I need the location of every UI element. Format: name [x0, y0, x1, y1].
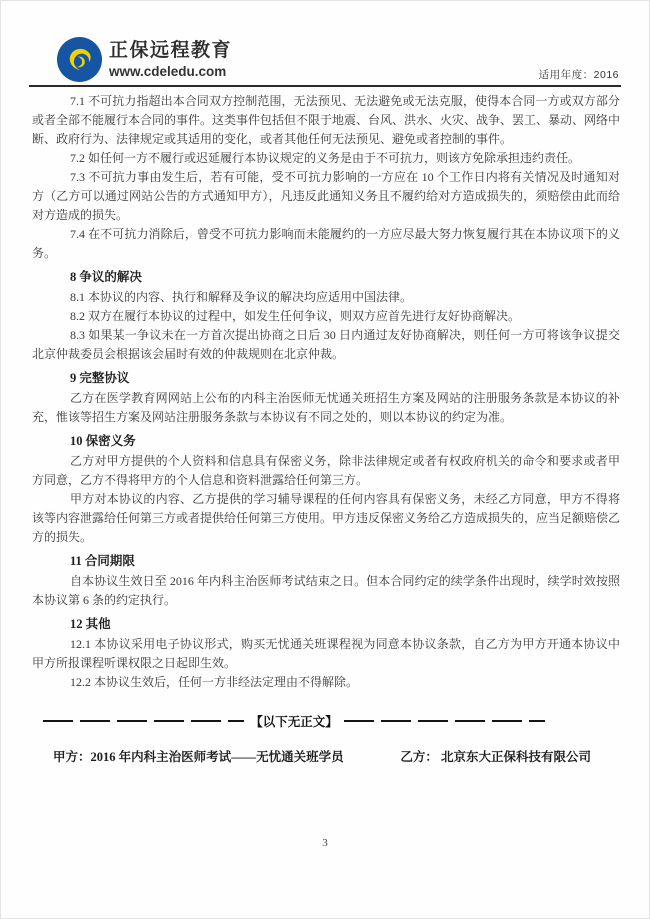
- clause-paragraph: 8.2 双方在履行本协议的过程中，如发生任何争议，则双方应首先进行友好协商解决。: [70, 309, 521, 323]
- page-number: 3: [322, 837, 328, 849]
- brand-name: 正保远程教育: [109, 40, 233, 61]
- section-heading-disputes: 8 争议的解决: [70, 270, 142, 284]
- applicable-year-label: 适用年度：2016: [538, 69, 619, 81]
- clause-paragraph: 8.3 如果某一争议未在一方首次提出协商之日后 30 日内通过友好协商解决，则任何一方可将该争议提交北京仲裁委员会根据该会届时有效的仲裁规则在北京仲裁。: [32, 328, 620, 361]
- section-heading-confidentiality: 10 保密义务: [70, 434, 136, 448]
- party-b-signature: 乙方： 北京东大正保科技有限公司: [400, 750, 591, 764]
- section-heading-term: 11 合同期限: [70, 554, 135, 568]
- clause-paragraph: 自本协议生效日至 2016 年内科主治医师考试结束之日。但本合同约定的续学条件出现时，续学时效按照本协议第 6 条的约定执行。: [32, 574, 620, 607]
- clause-paragraph: 12.1 本协议采用电子协议形式，购买无忧通关班课程视为同意本协议条款，自乙方为甲方开通本协议中甲方所报课程听课权限之日起即生效。: [32, 637, 620, 670]
- clause-paragraph: 7.2 如任何一方不履行或迟延履行本协议规定的义务是由于不可抗力，则该方免除承担违约责任。: [70, 151, 581, 165]
- clause-paragraph: 7.4 在不可抗力消除后，曾受不可抗力影响而未能履约的一方应尽最大努力恢复履行其在本协议项下的义务。: [32, 227, 620, 260]
- header-rule: [29, 85, 621, 87]
- page-header: [1, 1, 649, 87]
- party-a-signature: 甲方：2016 年内科主治医师考试——无忧通关班学员: [53, 750, 344, 764]
- clause-paragraph: 7.3 不可抗力事由发生后，若有可能，受不可抗力影响的一方应在 10 个工作日内将有关情况及时通知对方（乙方可以通过网站公告的方式通知甲方），凡违反此通知义务且不履约给对方造成损失的，须赔偿由此而给对方造成的损失。: [32, 170, 620, 222]
- dash-line-right: [344, 720, 545, 722]
- brand-website: www.cdeledu.com: [109, 64, 227, 79]
- end-of-text-marker: 【以下无正文】: [250, 715, 338, 729]
- dash-line-left: [43, 720, 244, 722]
- clause-paragraph: 12.2 本协议生效后，任何一方非经法定理由不得解除。: [70, 675, 359, 689]
- contract-body: [1, 87, 649, 692]
- clause-paragraph: 乙方对甲方提供的个人资料和信息具有保密义务，除非法律规定或者有权政府机关的命令和要求或者甲方同意，乙方不得将甲方的个人信息和资料泄露给任何第三方。: [32, 454, 620, 487]
- brand-block: [109, 40, 232, 80]
- clause-paragraph: 7.1 不可抗力指超出本合同双方控制范围，无法预见、无法避免或无法克服，使得本合同一方或双方部分或者全部不能履行本合同的事件。这类事件包括但不限于地震、台风、洪水、火灾、战争、罢工、暴动、网络中断、政府行为、法律规定或其适用的变化，或者其他任何无法预见、避免或者控制的事件。: [32, 94, 621, 146]
- end-of-text-marker-row: [43, 712, 545, 730]
- clause-paragraph: 乙方在医学教育网网站上公布的内科主治医师无忧通关班招生方案及网站的注册服务条款是本协议的补充，惟该等招生方案及网站注册服务条款与本协议有不同之处的，则以本协议的约定为准。: [32, 391, 620, 424]
- signature-row: [53, 747, 591, 765]
- clause-paragraph: 8.1 本协议的内容、执行和解释及争议的解决均应适用中国法律。: [70, 290, 413, 304]
- section-heading-entire-agreement: 9 完整协议: [70, 371, 130, 385]
- clause-paragraph: 甲方对本协议的内容、乙方提供的学习辅导课程的任何内容具有保密义务，未经乙方同意，甲方不得将该等内容泄露给任何第三方或者提供给任何第三方使用。甲方违反保密义务给乙方造成损失的，应当足额赔偿乙方的损失。: [32, 492, 621, 544]
- swirl-globe-logo-icon: [56, 36, 103, 83]
- section-heading-misc: 12 其他: [70, 617, 111, 631]
